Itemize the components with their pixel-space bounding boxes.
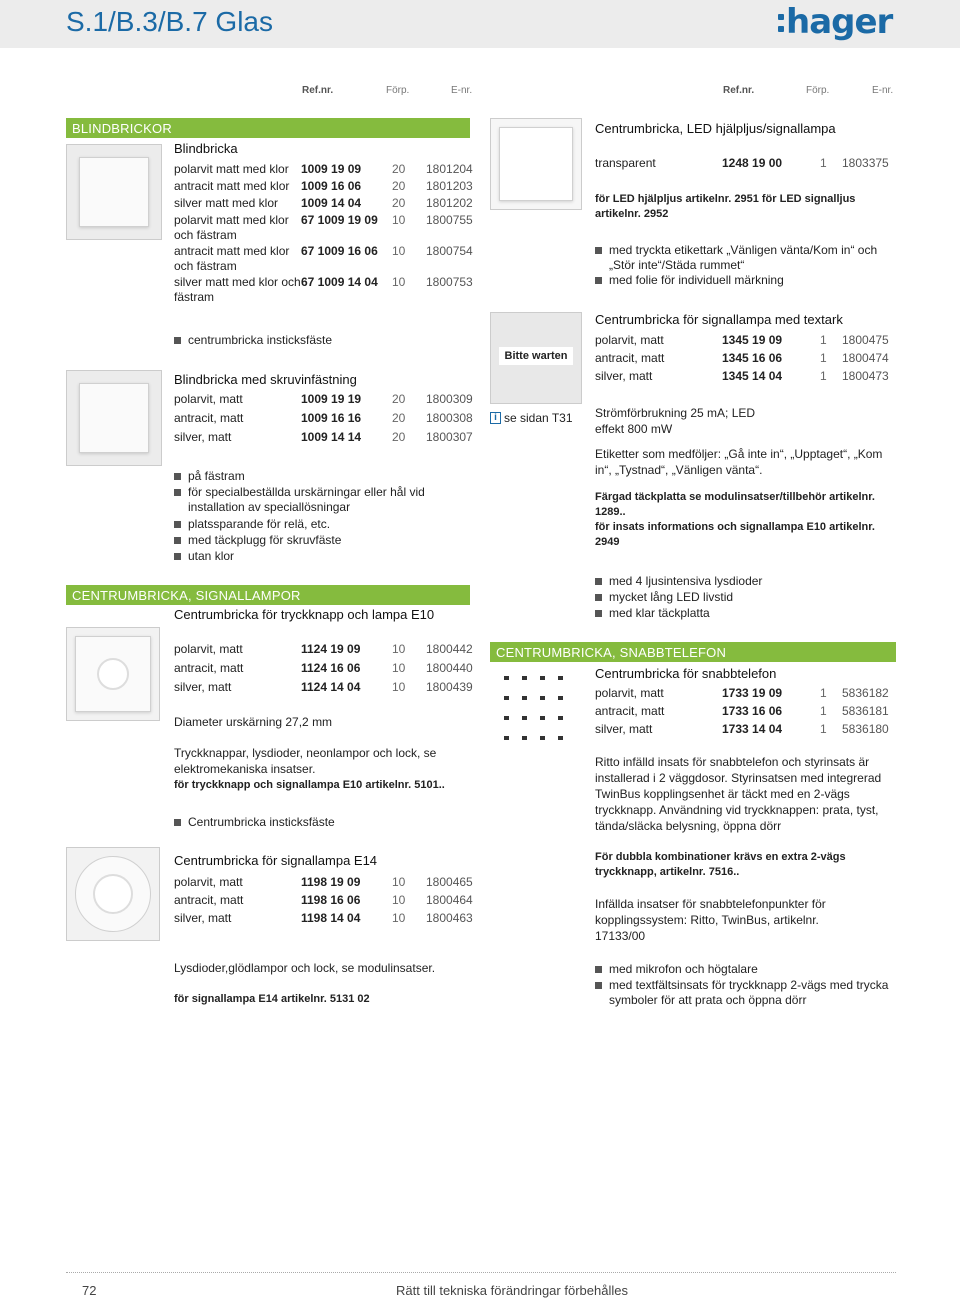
row-enr: 1800755 — [426, 213, 473, 227]
e10-diameter: Diameter urskärning 27,2 mm — [174, 715, 333, 729]
see-reference[interactable]: se sidan T31 — [504, 411, 573, 425]
row-ref: 1733 14 04 — [722, 722, 783, 736]
row-name: polarvit, matt — [174, 392, 243, 406]
speaker-grille-icon — [490, 664, 582, 756]
e14-title: Centrumbricka för signallampa E14 — [174, 853, 378, 868]
row-enr: 1801202 — [426, 196, 473, 210]
row-name: antracit, matt — [595, 351, 665, 365]
row-name: silver, matt — [174, 911, 232, 925]
tel-bold: För dubbla kombinationer krävs en extra 2-vägs tryckknapp, artikelnr. 7516.. — [595, 851, 846, 878]
row-pk: 10 — [392, 661, 406, 675]
row-ref: 1009 16 06 — [301, 179, 362, 193]
led-title: Centrumbricka, LED hjälpljus/signallampa — [595, 121, 836, 136]
e14-text: Lysdioder,glödlampor och lock, se modulinsatser. — [174, 961, 436, 975]
row-pk: 10 — [392, 875, 406, 889]
row-enr: 1800464 — [426, 893, 473, 907]
row-enr: 1800308 — [426, 411, 473, 425]
footer-divider — [66, 1272, 896, 1273]
row-pk: 1 — [820, 704, 827, 718]
page-title: S.1/B.3/B.7 Glas — [66, 6, 273, 37]
row-ref: 1733 16 06 — [722, 704, 783, 718]
row-ref: 1198 19 09 — [301, 875, 361, 889]
bullet-item: med textfältsinsats för tryckknapp 2-vägs med trycka symboler för att prata och öppna dörr — [595, 978, 895, 1008]
logo-dots-icon — [778, 14, 784, 38]
bullet-item: med tryckta etikettark „Vänligen vänta/Kom in“ och „Stör inte“/Städa rummet“ — [595, 243, 895, 273]
row-pk: 20 — [392, 392, 406, 406]
bullet-item: med 4 ljusintensiva lysdioder — [595, 574, 895, 589]
hager-logo — [778, 2, 893, 46]
col-header-ref-right: Ref.nr. — [723, 85, 755, 96]
row-pk: 10 — [392, 642, 406, 656]
row-enr: 1800442 — [426, 642, 473, 656]
row-name: antracit, matt — [174, 893, 244, 907]
row-name: transparent — [595, 156, 656, 170]
row-name: silver, matt — [174, 680, 232, 694]
row-enr: 1801204 — [426, 162, 473, 176]
row-pk: 10 — [392, 911, 406, 925]
row-pk: 20 — [392, 430, 406, 444]
row-enr: 1800475 — [842, 333, 889, 347]
row-enr: 1800474 — [842, 351, 889, 365]
row-name: antracit matt med klor och fästram — [174, 244, 290, 273]
e10-text: Tryckknappar, lysdioder, neonlampor och lock, se elektromekaniska insatser. — [174, 746, 437, 776]
led-bold: för LED hjälpljus artikelnr. 2951 för LED signalljus artikelnr. 2952 — [595, 193, 856, 220]
row-name: polarvit, matt — [174, 642, 243, 656]
row-name: silver, matt — [595, 722, 653, 736]
row-enr: 1800439 — [426, 680, 473, 694]
row-pk: 1 — [820, 351, 827, 365]
bullet-item: på fästram — [174, 469, 474, 484]
row-ref: 1009 16 16 — [301, 411, 362, 425]
row-ref: 1345 19 09 — [722, 333, 783, 347]
row-enr: 5836182 — [842, 686, 889, 700]
textark-bold2: för insats informations och signallampa E10 artikelnr. 2949 — [595, 521, 875, 548]
row-ref: 67 1009 14 04 — [301, 275, 378, 289]
row-pk: 1 — [820, 369, 827, 383]
row-name: polarvit matt med klor och fästram — [174, 213, 289, 242]
row-ref: 1124 16 06 — [301, 661, 361, 675]
section-snabbtelefon: CENTRUMBRICKA, SNABBTELEFON — [490, 642, 896, 662]
page-number: 72 — [82, 1283, 97, 1298]
row-enr: 5836181 — [842, 704, 889, 718]
row-pk: 10 — [392, 244, 406, 258]
textark-title: Centrumbricka för signallampa med textark — [595, 312, 843, 327]
e14-bold: för signallampa E14 artikelnr. 5131 02 — [174, 993, 370, 1005]
bullet-item: med folie för individuell märkning — [595, 273, 895, 288]
row-name: polarvit, matt — [174, 875, 243, 889]
row-enr: 1800309 — [426, 392, 473, 406]
row-pk: 1 — [820, 156, 827, 170]
row-ref: 1198 16 06 — [301, 893, 361, 907]
col-header-forp-right: Förp. — [806, 85, 830, 96]
footer-note: Rätt till tekniska förändringar förbehålles — [396, 1283, 628, 1298]
row-ref: 1009 19 19 — [301, 392, 362, 406]
logo-text: hager — [786, 2, 893, 42]
bullet-item: med mikrofon och högtalare — [595, 962, 895, 977]
col-header-enr-left: E-nr. — [451, 85, 473, 96]
col-header-ref-left: Ref.nr. — [302, 85, 334, 96]
col-header-forp-left: Förp. — [386, 85, 410, 96]
textark-labels: Etiketter som medföljer: „Gå inte in“, „Upptaget“, „Kom in“, „Tystnad“, „Vänligen vänta“. — [595, 447, 883, 477]
bitte-warten-label: Bitte warten — [499, 347, 573, 365]
row-ref: 67 1009 16 06 — [301, 244, 378, 258]
row-ref: 1345 14 04 — [722, 369, 783, 383]
row-ref: 1198 14 04 — [301, 911, 361, 925]
row-pk: 20 — [392, 196, 406, 210]
skruv-title: Blindbricka med skruvinfästning — [174, 372, 357, 387]
row-ref: 1124 14 04 — [301, 680, 361, 694]
e10-image — [66, 627, 160, 721]
row-ref: 1248 19 00 — [722, 156, 783, 170]
row-name: antracit, matt — [174, 661, 244, 675]
tel-grille-image — [490, 664, 582, 756]
row-pk: 1 — [820, 722, 827, 736]
row-enr: 5836180 — [842, 722, 889, 736]
section-blindbrickor: BLINDBRICKOR — [66, 118, 470, 138]
section-signallampor: CENTRUMBRICKA, SIGNALLAMPOR — [66, 585, 470, 605]
row-enr: 1800473 — [842, 369, 889, 383]
row-pk: 10 — [392, 275, 406, 289]
row-name: silver matt med klor — [174, 196, 279, 210]
col-header-enr-right: E-nr. — [872, 85, 894, 96]
bullet-item: med klar täckplatta — [595, 606, 895, 621]
row-enr: 1801203 — [426, 179, 473, 193]
row-ref: 1733 19 09 — [722, 686, 783, 700]
bullet-item: med täckplugg för skruvfäste — [174, 533, 474, 548]
row-name: polarvit, matt — [595, 333, 664, 347]
textark-bold1: Färgad täckplatta se modulinsatser/tillbehör artikelnr. 1289.. — [595, 491, 875, 518]
bitte-warten-image — [490, 312, 582, 404]
bullet-item: platssparande för relä, etc. — [174, 517, 474, 532]
blindbricka-bullet: centrumbricka insticksfäste — [174, 333, 332, 348]
led-image — [490, 118, 582, 210]
row-name: silver, matt — [174, 430, 232, 444]
row-pk: 10 — [392, 213, 406, 227]
row-ref: 67 1009 19 09 — [301, 213, 378, 227]
row-name: silver matt med klor och fästram — [174, 275, 301, 304]
row-ref: 1345 16 06 — [722, 351, 783, 365]
e10-title: Centrumbricka för tryckknapp och lampa E10 — [174, 607, 435, 622]
textark-power: Strömförbrukning 25 mA; LED effekt 800 mW — [595, 406, 756, 436]
row-enr: 1800465 — [426, 875, 473, 889]
row-pk: 10 — [392, 893, 406, 907]
row-enr: 1803375 — [842, 156, 889, 170]
row-ref: 1009 14 14 — [301, 430, 362, 444]
tel-title: Centrumbricka för snabbtelefon — [595, 666, 777, 681]
row-pk: 1 — [820, 333, 827, 347]
row-pk: 20 — [392, 411, 406, 425]
row-name: antracit matt med klor — [174, 179, 290, 193]
row-enr: 1800753 — [426, 275, 473, 289]
bullet-item: utan klor — [174, 549, 474, 564]
row-name: antracit, matt — [595, 704, 665, 718]
e14-image — [66, 847, 160, 941]
row-name: polarvit matt med klor — [174, 162, 289, 176]
e10-bullet: Centrumbricka insticksfäste — [174, 815, 335, 830]
row-enr: 1800307 — [426, 430, 473, 444]
tel-text1: Ritto infälld insats för snabbtelefon och styrinsats är installerad i 2 väggdosor. Styrinsatsen med integrerad TwinBus kopplingsenhet är täckt med en 2-vägs tryckknapp. Användning vid tryckknappen: prata, tyst, tända/släcka belysning, öppna dörr — [595, 755, 882, 833]
blindbricka-title: Blindbricka — [174, 141, 238, 156]
row-ref: 1009 14 04 — [301, 196, 362, 210]
row-enr: 1800754 — [426, 244, 473, 258]
row-name: antracit, matt — [174, 411, 244, 425]
tel-text2: Infällda insatser för snabbtelefonpunkter för kopplingssystem: Ritto, TwinBus, artikelnr. 17133/00 — [595, 897, 826, 943]
row-pk: 20 — [392, 179, 406, 193]
row-enr: 1800463 — [426, 911, 473, 925]
row-name: polarvit, matt — [595, 686, 664, 700]
row-pk: 10 — [392, 680, 406, 694]
blindbricka-image — [66, 144, 162, 240]
row-enr: 1800440 — [426, 661, 473, 675]
bullet-item: för specialbeställda urskärningar eller hål vid installation av speciallösningar — [174, 485, 474, 515]
row-ref: 1009 19 09 — [301, 162, 362, 176]
blindbricka-skruv-image — [66, 370, 162, 466]
row-name: silver, matt — [595, 369, 653, 383]
row-ref: 1124 19 09 — [301, 642, 361, 656]
bullet-item: mycket lång LED livstid — [595, 590, 895, 605]
e10-bold: för tryckknapp och signallampa E10 artikelnr. 5101.. — [174, 779, 445, 791]
row-pk: 1 — [820, 686, 827, 700]
info-icon: i — [490, 412, 501, 424]
row-pk: 20 — [392, 162, 406, 176]
